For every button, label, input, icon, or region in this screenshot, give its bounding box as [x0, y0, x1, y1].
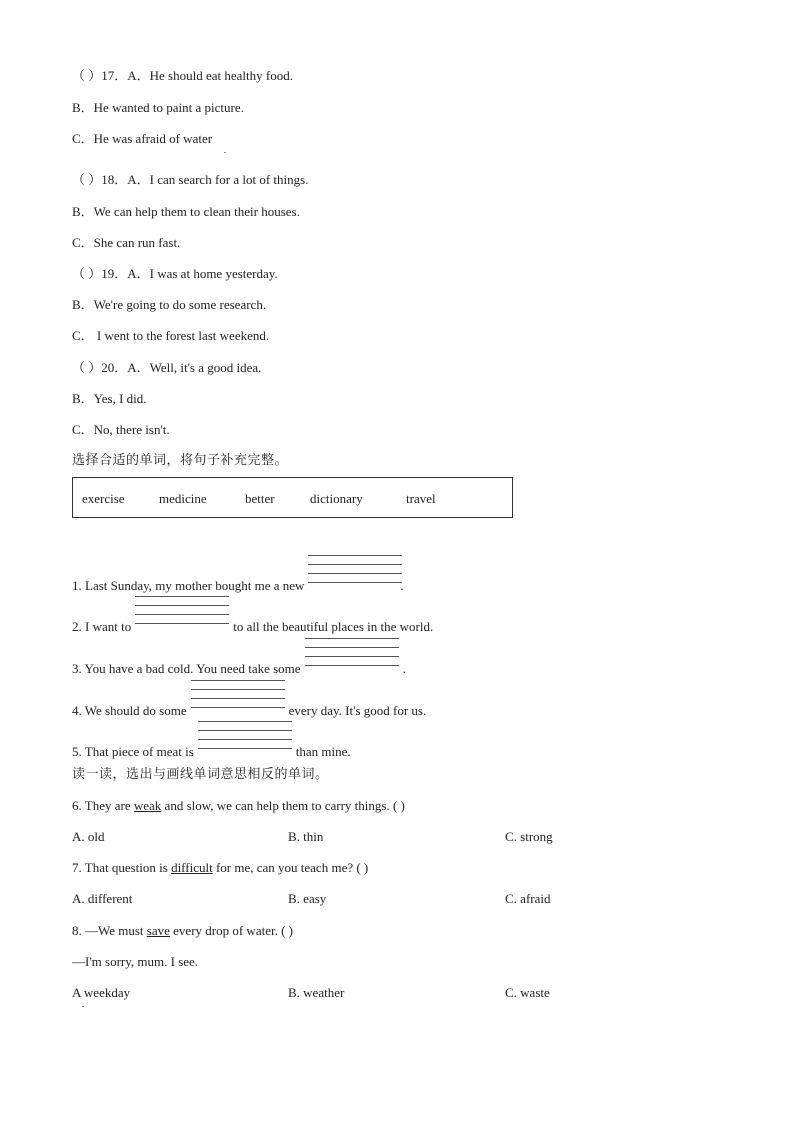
fill-sentence-text: 1. Last Sunday, my mother bought me a new — [72, 578, 305, 593]
q6-option-c[interactable]: C. strong — [505, 829, 553, 844]
q17-option-c: C．He was afraid of water — [72, 131, 213, 146]
q18-option-b: B．We can help them to clean their houses. — [72, 204, 300, 219]
word-bank-box — [72, 477, 513, 518]
fill-sentence-2 — [72, 605, 433, 635]
answer-blank[interactable] — [135, 605, 229, 635]
q20-option-c: C．No, there isn't. — [72, 422, 170, 437]
q19-option-c: C． I went to the forest last weekend. — [72, 328, 270, 343]
q8-option-b[interactable]: B. weather — [288, 985, 345, 1000]
fill-sentence-4 — [72, 689, 426, 719]
q17-option-b: B．He wanted to paint a picture. — [72, 100, 244, 115]
fill-sentence-5 — [72, 730, 351, 760]
q6-underlined-word: weak — [133, 798, 162, 813]
answer-blank[interactable] — [305, 647, 399, 677]
answer-blank[interactable] — [308, 564, 402, 594]
q20-option-b: B．Yes, I did. — [72, 391, 147, 406]
q7-option-c[interactable]: C. afraid — [505, 891, 551, 906]
q6-text: 6. They are — [72, 798, 134, 813]
q8-stem — [72, 923, 293, 939]
q6-option-b[interactable]: B. thin — [288, 829, 324, 844]
q18-option-c: C．She can run fast. — [72, 235, 181, 250]
q6-text: and slow, we can help them to carry things. ( ) — [161, 798, 405, 813]
q8-underlined-word: save — [146, 923, 170, 938]
fill-sentence-text: 3. You have a bad cold. You need take some — [72, 661, 301, 676]
q7-text: for me, can you teach me? ( ) — [212, 860, 369, 875]
q19-stem: （ ）19．A．I was at home yesterday. — [72, 266, 278, 281]
q7-option-b[interactable]: B. easy — [288, 891, 327, 906]
word-bank-item: exercise — [82, 491, 125, 506]
word-bank-item: medicine — [159, 491, 207, 506]
q8-text: every drop of water. ( ) — [169, 923, 293, 938]
q6-stem — [72, 798, 405, 814]
q20-stem: （ ）20．A．Well, it's a good idea. — [72, 360, 262, 375]
fill-sentence-1 — [72, 564, 404, 594]
word-bank-item: dictionary — [310, 491, 363, 506]
stray-mark — [82, 1006, 84, 1007]
fill-sentence-text: every day. It's good for us. — [288, 703, 427, 718]
q8-reply: —I'm sorry, mum. I see. — [72, 954, 199, 969]
fill-sentence-text: 4. We should do some — [72, 703, 187, 718]
q18-stem: （ ）18．A．I can search for a lot of things. — [72, 172, 309, 187]
q17-stem: （ ）17．A．He should eat healthy food. — [72, 68, 293, 83]
answer-blank[interactable] — [198, 730, 292, 760]
word-bank-item: better — [245, 491, 275, 506]
fill-sentence-text: . — [400, 578, 404, 593]
word-bank-item: travel — [406, 491, 436, 506]
fill-sentence-text: . — [402, 661, 406, 676]
stray-mark — [224, 152, 226, 153]
q8-text: 8. —We must — [72, 923, 147, 938]
answer-blank[interactable] — [191, 689, 285, 719]
section-title-fill-in: 选择合适的单词，将句子补充完整。 — [72, 453, 289, 468]
q8-option-a[interactable]: A weekday — [72, 985, 131, 1000]
q8-option-c[interactable]: C. waste — [505, 985, 550, 1000]
fill-sentence-text: 2. I want to — [72, 619, 132, 634]
fill-sentence-3 — [72, 647, 406, 677]
q19-option-b: B．We're going to do some research. — [72, 297, 267, 312]
q7-stem — [72, 860, 368, 876]
q7-option-a[interactable]: A. different — [72, 891, 133, 906]
section-title-antonyms: 读一读，选出与画线单词意思相反的单词。 — [72, 767, 329, 782]
fill-sentence-text: 5. That piece of meat is — [72, 744, 194, 759]
q6-option-a[interactable]: A. old — [72, 829, 105, 844]
q7-underlined-word: difficult — [171, 860, 213, 875]
fill-sentence-text: than mine. — [295, 744, 351, 759]
q7-text: 7. That question is — [72, 860, 172, 875]
fill-sentence-text: to all the beautiful places in the world. — [233, 619, 434, 634]
